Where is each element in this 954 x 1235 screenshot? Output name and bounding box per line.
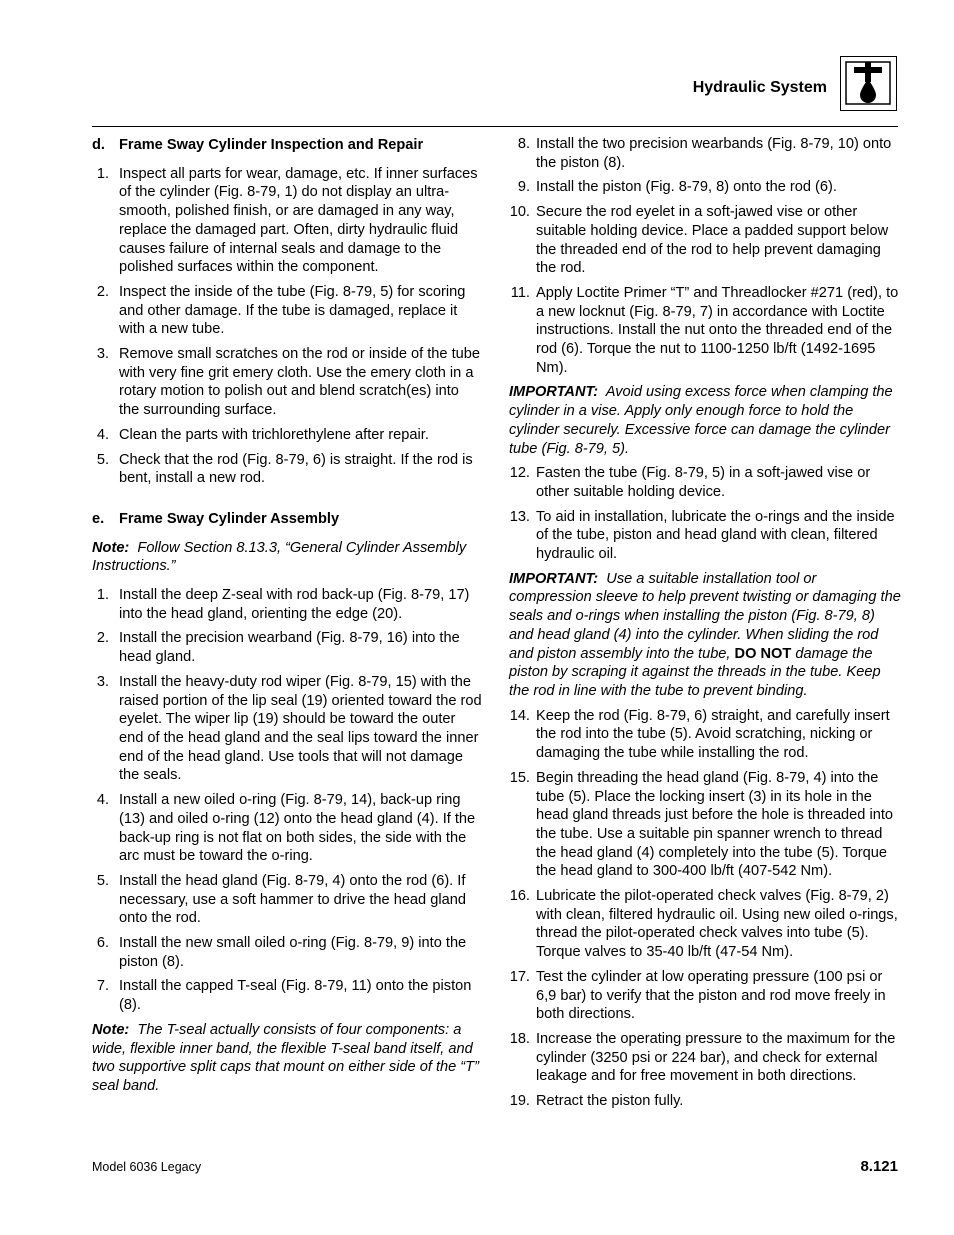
step-number: 19. [509, 1093, 530, 1110]
note-label: Note: [92, 1021, 130, 1038]
step-number: 10. [509, 204, 530, 221]
section-d-label: d. [92, 137, 105, 153]
step-text: Install a new oiled o-ring (Fig. 8-79, 14), back-up ring (13) and oiled o-ring (12) onto the head gland (4). If the back-up ring is not flat on both sides, the side with the arc must be toward the o-ring. [119, 792, 476, 865]
step-text: Clean the parts with trichlorethylene after repair. [119, 426, 429, 443]
list-item [92, 586, 482, 623]
step-text: Increase the operating pressure to the maximum for the cylinder (3250 psi or 224 bar), and check for external leakage and for free movement in both directions. [536, 1030, 896, 1085]
step-text: Install the two precision wearbands (Fig. 8-79, 10) onto the piston (8). [536, 136, 892, 171]
list-item [509, 887, 901, 962]
step-number: 2. [96, 283, 109, 300]
step-number: 13. [509, 508, 530, 525]
section-e-label: e. [92, 510, 105, 527]
step-text: Begin threading the head gland (Fig. 8-79, 4) into the tube (5). Place the locking insert (3) in its hole in the head gland threads just before the hole is threaded into the tube. Use a suitable pin spanner wrench to thread the head gland (4) completely into the tube (5). Torque the head gland to 300-400 lb/ft (407-542 Nm). [536, 769, 893, 880]
footer-model: Model 6036 Legacy [92, 1160, 202, 1174]
step-text: Install the capped T-seal (Fig. 8-79, 11) onto the piston (8). [119, 978, 472, 1014]
step-text: Install the heavy-duty rod wiper (Fig. 8-79, 15) with the raised portion of the lip seal (19) oriented toward the rod eyelet. The wiper lip (19) should be toward the outer end of the head gland and the seal lips toward the inner end of the head gland. Use tools that will not damage the seals. [119, 673, 482, 784]
step-text: Lubricate the pilot-operated check valves (Fig. 8-79, 2) with clean, filtered hydraulic oil. Using new oiled o-rings, thread the pilot-operated check valves into tube (5). Torque valves to 35-40 lb/ft (47-54 Nm). [536, 888, 898, 961]
step-number: 5. [96, 872, 109, 889]
step-number: 3. [96, 346, 109, 363]
list-item [509, 464, 901, 501]
step-text: Install the new small oiled o-ring (Fig. 8-79, 9) into the piston (8). [119, 935, 467, 970]
note-text: The T-seal actually consists of four components: a wide, flexible inner band, the flexible T-seal band itself, and two supportive split caps that mount on either side of the “T” seal band. [92, 1021, 479, 1094]
step-text: Apply Loctite Primer “T” and Threadlocker #271 (red), to a new locknut (Fig. 8-79, 7) in accordance with Loctite instructions. Install the nut onto the threaded end of the rod (6). Torque the nut to 1100-1250 lb/ft (1492-1695 Nm). [536, 284, 899, 376]
important-vise-force [509, 383, 901, 458]
step-number: 3. [96, 673, 109, 690]
inspection-steps-list [92, 165, 482, 488]
step-text: Install the head gland (Fig. 8-79, 4) onto the rod (6). If necessary, use a soft hammer to drive the head gland onto the rod. [119, 872, 466, 927]
hydraulic-system-icon [840, 56, 897, 111]
step-text: Inspect the inside of the tube (Fig. 8-79, 5) for scoring and other damage. If the tube is damaged, replace it with a new tube. [119, 283, 466, 338]
step-number: 15. [509, 769, 530, 786]
step-number: 2. [96, 630, 109, 647]
step-text: Secure the rod eyelet in a soft-jawed vise or other suitable holding device. Place a padded support below the threaded end of the rod to help prevent damaging the rod. [536, 204, 889, 277]
step-number: 14. [509, 707, 530, 724]
list-item [509, 508, 901, 564]
section-d-title: Frame Sway Cylinder Inspection and Repair [119, 137, 424, 153]
right-column [509, 135, 901, 1117]
step-text: Install the piston (Fig. 8-79, 8) onto the rod (6). [536, 179, 837, 196]
list-item [92, 283, 482, 339]
step-number: 17. [509, 968, 530, 985]
step-number: 8. [517, 136, 530, 152]
step-number: 18. [509, 1030, 530, 1047]
list-item [509, 284, 901, 378]
list-item [92, 451, 482, 488]
list-item [509, 707, 901, 763]
assembly-steps-list [92, 586, 482, 1015]
section-e-title: Frame Sway Cylinder Assembly [119, 510, 340, 527]
header-divider [92, 126, 898, 127]
step-text: Install the deep Z-seal with rod back-up (Fig. 8-79, 17) into the head gland, orienting the edge (20). [119, 587, 470, 622]
list-item [92, 673, 482, 785]
list-item [509, 178, 901, 197]
list-item [509, 769, 901, 881]
step-number: 9. [517, 179, 530, 196]
assembly-steps-list-tube [509, 464, 901, 564]
list-item [92, 791, 482, 866]
page-header-title: Hydraulic System [692, 79, 827, 96]
left-column [92, 135, 482, 1102]
list-item [92, 345, 482, 420]
step-text: Retract the piston fully. [536, 1093, 684, 1110]
list-item [92, 934, 482, 971]
note-general-instructions [92, 539, 482, 576]
footer-page-number: 8.121 [860, 1158, 898, 1175]
list-item [92, 165, 482, 277]
step-number: 16. [509, 888, 530, 905]
list-item [92, 629, 482, 666]
step-text: Test the cylinder at low operating pressure (100 psi or 6,9 bar) to verify that the piston and rod move freely in both directions. [536, 968, 886, 1023]
important-installation-tool [509, 570, 901, 701]
step-text: Inspect all parts for wear, damage, etc. If inner surfaces of the cylinder (Fig. 8-79, 1) do not display an ultra-smooth, polished finish, or are damaged in any way, replace the damaged part. Often, dirty hydraulic fluid causes failure of internal seals and damage to the polished surfaces within the component. [119, 165, 478, 276]
list-item [509, 1030, 901, 1086]
assembly-steps-list-final [509, 707, 901, 1111]
step-number: 12. [509, 465, 530, 482]
step-number: 1. [96, 587, 109, 604]
step-number: 6. [96, 935, 109, 952]
important-label: IMPORTANT: [509, 570, 599, 587]
list-item [92, 977, 482, 1014]
section-e-heading [92, 510, 482, 529]
list-item [92, 872, 482, 928]
step-text: Keep the rod (Fig. 8-79, 6) straight, and carefully insert the rod into the tube (5). Avoid scratching, nicking or damaging the tube while installing the rod. [536, 707, 890, 762]
step-number: 5. [96, 451, 109, 468]
step-text: Remove small scratches on the rod or inside of the tube with very fine grit emery cloth. Use the emery cloth in a rotary motion to polish out and blend scratch(es) into the surrounding surface. [119, 346, 480, 419]
important-text-b: damage the piston by scraping it against the threads in the tube. Keep the rod in line with the tube to prevent binding. [509, 645, 881, 699]
important-text-a: Use a suitable installation tool or compression sleeve to help prevent twisting or damaging the seals and o-rings when installing the piston (Fig. 8-79, 8) and head gland (4) into the cylinder. When sliding the rod and piston assembly into the tube, [509, 570, 901, 662]
step-text: Fasten the tube (Fig. 8-79, 5) in a soft-jawed vise or other suitable holding device. [536, 465, 871, 500]
note-t-seal [92, 1021, 482, 1096]
important-emphasis: DO NOT [734, 645, 792, 662]
step-number: 1. [96, 165, 109, 182]
assembly-steps-list-continued [509, 135, 901, 377]
note-text: Follow Section 8.13.3, “General Cylinder Assembly Instructions.” [92, 539, 467, 575]
list-item [509, 1092, 901, 1111]
list-item [509, 135, 901, 172]
list-item [509, 203, 901, 278]
step-number: 11. [510, 284, 530, 301]
step-text: Check that the rod (Fig. 8-79, 6) is straight. If the rod is bent, install a new rod. [119, 451, 473, 487]
step-text: To aid in installation, lubricate the o-rings and the inside of the tube, piston and head gland with clean, filtered hydraulic oil. [536, 508, 895, 563]
section-d-heading [92, 136, 482, 155]
important-label: IMPORTANT: [509, 384, 599, 401]
note-label: Note: [92, 539, 130, 556]
step-number: 7. [96, 978, 109, 995]
list-item [92, 426, 482, 445]
step-number: 4. [96, 426, 109, 443]
step-text: Install the precision wearband (Fig. 8-79, 16) into the head gland. [119, 630, 460, 666]
step-number: 4. [96, 792, 109, 809]
list-item [509, 968, 901, 1024]
important-text: Avoid using excess force when clamping the cylinder in a vise. Apply only enough force to hold the cylinder securely. Excessive force can damage the cylinder tube (Fig. 8-79, 5). [509, 384, 893, 457]
